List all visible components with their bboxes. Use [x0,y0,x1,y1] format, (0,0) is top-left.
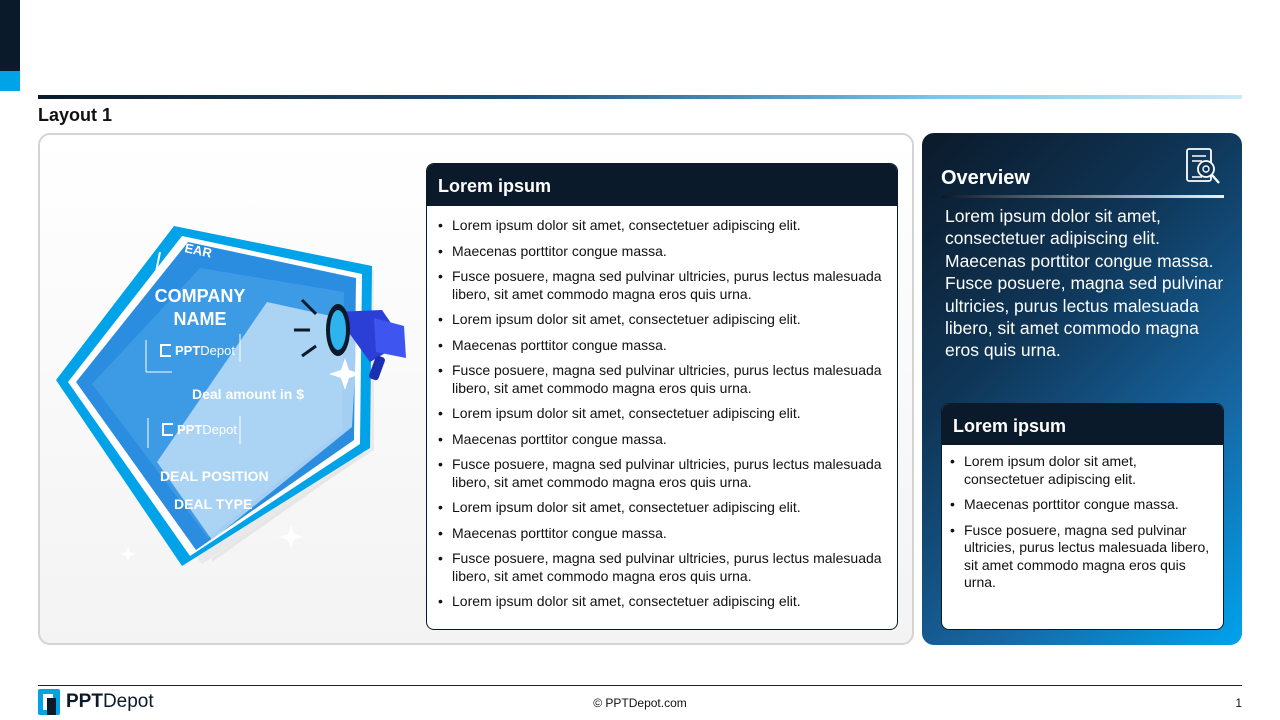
side-list-card [941,403,1224,630]
list-item: • Maecenas porttitor congue massa. [950,496,1213,514]
slide-title: Layout 1 [38,105,113,125]
corner-accent-dark [0,0,20,71]
company-name-line1: COMPANY [154,286,246,306]
deal-position: DEAL POSITION [160,468,269,484]
list-item: • Lorem ipsum dolor sit amet, consectetuer adipiscing elit. [438,499,883,517]
list-item: • Maecenas porttitor congue massa. [438,525,883,543]
main-list-heading: Lorem ipsum [427,164,897,206]
year-label: YEAR [174,238,214,261]
page-number: 1 [1235,696,1242,710]
list-item: • Fusce posuere, magna sed pulvinar ultricies, purus lectus malesuada libero, sit amet commodo magna eros quis urna. [438,456,883,491]
overview-panel [922,133,1242,645]
footer-copyright: © PPTDepot.com [593,696,687,710]
side-list-heading: Lorem ipsum [942,404,1223,445]
company-logo-bottom: PPTDepot [162,422,237,437]
title-rule [38,95,1242,99]
list-item: • Lorem ipsum dolor sit amet, consectetuer adipiscing elit. [438,593,883,611]
footer-logo-text: PPTDepot [66,691,154,712]
list-item: • Maecenas porttitor congue massa. [438,337,883,355]
overview-title: Overview [941,167,1030,189]
footer-divider [38,685,1242,686]
document-search-icon [1184,147,1222,187]
list-item: • Fusce posuere, magna sed pulvinar ultricies, purus lectus malesuada libero, sit amet commodo magna eros quis urna. [438,550,883,585]
list-item: • Fusce posuere, magna sed pulvinar ultricies, purus lectus malesuada libero, sit amet commodo magna eros quis urna. [950,522,1213,592]
list-item: • Maecenas porttitor congue massa. [438,243,883,261]
company-logo-top: PPTDepot [160,343,235,358]
list-item: • Lorem ipsum dolor sit amet, consectetuer adipiscing elit. [438,311,883,329]
deal-amount: Deal amount in $ [192,386,305,402]
list-item: • Lorem ipsum dolor sit amet, consectetuer adipiscing elit. [950,453,1213,488]
corner-accent-blue [0,71,20,91]
deal-type: DEAL TYPE [174,496,253,512]
list-item: • Maecenas porttitor congue massa. [438,431,883,449]
main-list-card [426,163,898,630]
list-item: • Lorem ipsum dolor sit amet, consectetuer adipiscing elit. [438,217,883,235]
list-item: • Lorem ipsum dolor sit amet, consectetuer adipiscing elit. [438,405,883,423]
overview-divider [941,195,1224,198]
main-bullet-list [427,206,897,611]
list-item: • Fusce posuere, magna sed pulvinar ultricies, purus lectus malesuada libero, sit amet commodo magna eros quis urna. [438,268,883,303]
side-bullet-list [942,445,1223,592]
company-name-line2: NAME [173,309,227,329]
list-item: • Fusce posuere, magna sed pulvinar ultricies, purus lectus malesuada libero, sit amet commodo magna eros quis urna. [438,362,883,397]
deal-tombstone-illustration [52,222,424,574]
logo-mark-icon [162,423,173,436]
overview-body: Lorem ipsum dolor sit amet, consectetuer adipiscing elit. Maecenas porttitor congue massa. Fusce posuere, magna sed pulvinar ultricies, purus lectus malesuada libero, sit amet commodo magna eros quis urna. [945,206,1224,361]
logo-mark-icon [160,344,171,357]
corner-accent [0,0,20,91]
